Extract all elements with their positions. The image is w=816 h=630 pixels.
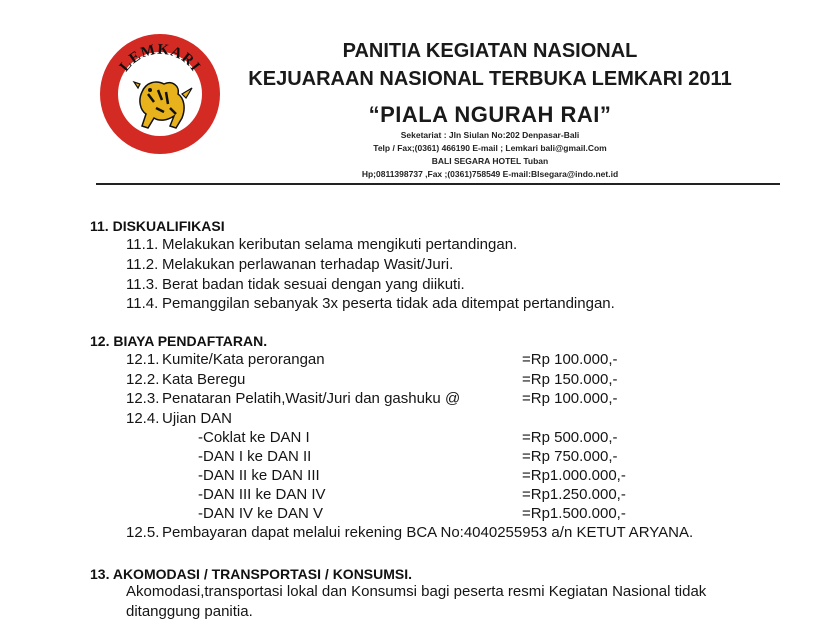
dan-amount: =Rp1.500.000,-: [522, 505, 626, 522]
section-13-text-1: Akomodasi,transportasi lokal dan Konsumsi bagi peserta resmi Kegiatan Nasional tidak: [126, 583, 707, 600]
section-13-text-2: ditanggung panitia.: [126, 603, 253, 620]
list-item: 11.2. Melakukan perlawanan terhadap Wasit/Juri.: [126, 256, 454, 273]
dan-item: -Coklat ke DAN I: [198, 429, 310, 446]
section-11-title: 11. DISKUALIFIKASI: [90, 218, 225, 234]
fee-item: 12.1. Kumite/Kata perorangan: [126, 351, 325, 368]
section-12-title: 12. BIAYA PENDAFTARAN.: [90, 333, 268, 349]
dan-item: -DAN IV ke DAN V: [198, 505, 324, 522]
header-title-3: “PIALA NGURAH RAI”: [368, 102, 612, 127]
dan-item: -DAN II ke DAN III: [198, 467, 320, 484]
dan-amount: =Rp 750.000,-: [522, 448, 618, 465]
hp-line: Hp;0811398737 ,Fax ;(0361)758549 E-mail:Blsegara@indo.net.id: [361, 169, 619, 179]
fee-amount: =Rp 100.000,-: [522, 390, 618, 407]
lemkari-logo: [98, 32, 222, 156]
dan-item: -DAN III ke DAN IV: [198, 486, 326, 503]
dan-item: -DAN I ke DAN II: [198, 448, 312, 465]
fee-amount: =Rp 150.000,-: [522, 371, 618, 388]
secretariat-line: Seketariat : Jln Siulan No:202 Denpasar-Bali: [400, 130, 580, 140]
dan-amount: =Rp1.250.000,-: [522, 486, 626, 503]
header-title-2: KEJUARAAN NASIONAL TERBUKA LEMKARI 2011: [248, 68, 732, 90]
payment-line: 12.5. Pembayaran dapat melalui rekening BCA No:4040255953 a/n KETUT ARYANA.: [126, 524, 694, 541]
header-divider: [96, 183, 780, 185]
section-13-title: 13. AKOMODASI / TRANSPORTASI / KONSUMSI.: [90, 566, 413, 582]
fee-item: 12.3. Penataran Pelatih,Wasit/Juri dan gashuku @: [126, 390, 461, 407]
logo-text: LEMKARI: [116, 41, 204, 75]
dan-amount: =Rp 500.000,-: [522, 429, 618, 446]
dan-amount: =Rp1.000.000,-: [522, 467, 626, 484]
list-item: 11.1. Melakukan keributan selama mengikuti pertandingan.: [126, 236, 518, 253]
contact-line: Telp / Fax;(0361) 466190 E-mail ; Lemkari bali@gmail.Com: [373, 143, 607, 153]
fee-item: 12.4. Ujian DAN: [126, 410, 233, 427]
fee-item: 12.2. Kata Beregu: [126, 371, 246, 388]
fee-amount: =Rp 100.000,-: [522, 351, 618, 368]
list-item: 11.3. Berat badan tidak sesuai dengan yang diikuti.: [126, 276, 465, 293]
hotel-line: BALI SEGARA HOTEL Tuban: [431, 156, 549, 166]
header-title-1: PANITIA KEGIATAN NASIONAL: [342, 40, 638, 62]
list-item: 11.4. Pemanggilan sebanyak 3x peserta tidak ada ditempat pertandingan.: [126, 295, 615, 312]
